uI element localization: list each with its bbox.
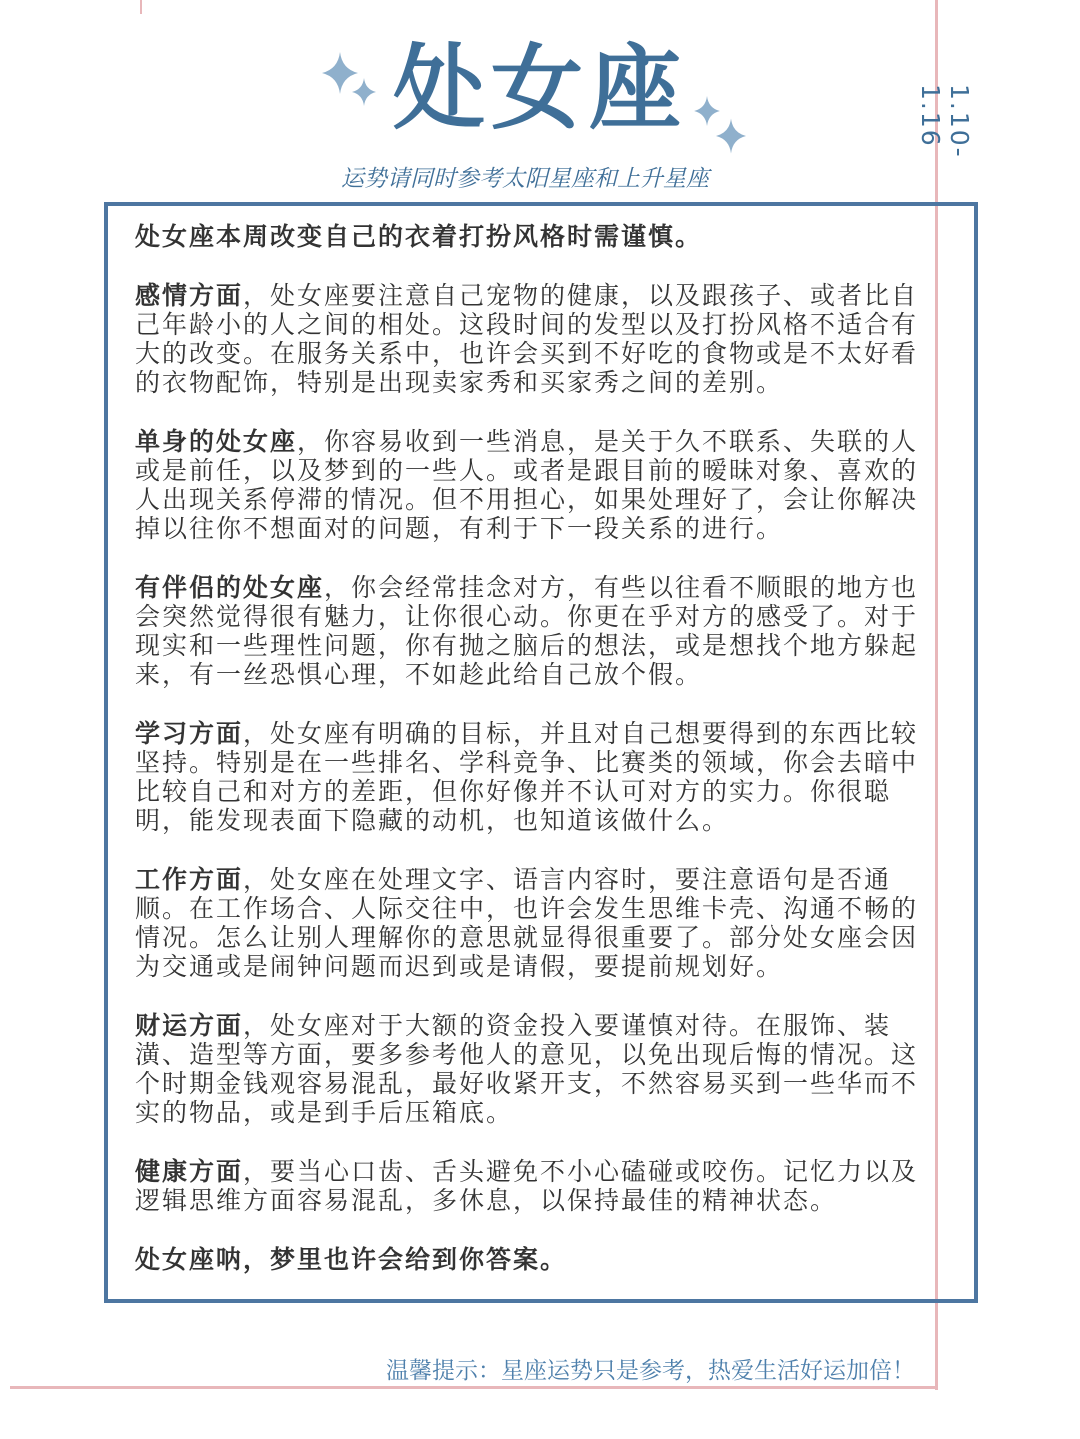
section-study xyxy=(135,719,920,835)
section-text: ，处女座有明确的目标，并且对自己想要得到的东西比较坚持。特别是在一些排名、学科竞争、比赛类的领域，你会去暗中比较自己和对方的差距，但你好像并不认可对方的实力。你很聪明，能发现表面下隐藏的动机，也知道该做什么。 xyxy=(135,719,919,835)
section-label: 学习方面 xyxy=(135,719,244,748)
section-love xyxy=(135,281,920,397)
decor-line-top xyxy=(140,0,142,14)
section-text: ，你容易收到一些消息，是关于久不联系、失联的人或是前任，以及梦到的一些人。或者是跟目前的暧昧对象、喜欢的人出现关系停滞的情况。但不用担心，如果处理好了，会让你解决掉以往你不想面对的问题，有利于下一段关系的进行。 xyxy=(135,427,919,543)
section-text: ，处女座要注意自己宠物的健康，以及跟孩子、或者比自己年龄小的人之间的相处。这段时间的发型以及打扮风格不适合有大的改变。在服务关系中，也许会买到不好吃的食物或是不太好看的衣物配饰，特别是出现卖家秀和买家秀之间的差别。 xyxy=(135,281,919,397)
section-single xyxy=(135,427,920,543)
section-text: ，处女座对于大额的资金投入要谨慎对待。在服饰、装潢、造型等方面，要多参考他人的意见，以免出现后悔的情况。这个时期金钱观容易混乱，最好收紧开支，不然容易买到一些华而不实的物品，或是到手后压箱底。 xyxy=(135,1011,919,1127)
page-subtitle: 运势请同时参考太阳星座和上升星座 xyxy=(341,166,709,192)
section-label: 单身的处女座 xyxy=(135,427,298,456)
section-label: 财运方面 xyxy=(135,1011,244,1040)
footer-tip: 温馨提示：星座运势只是参考，热爱生活好运加倍！ xyxy=(386,1358,915,1384)
section-label: 工作方面 xyxy=(135,865,244,894)
section-work xyxy=(135,865,920,981)
section-label: 有伴侣的处女座 xyxy=(135,573,325,602)
section-label: 健康方面 xyxy=(135,1157,244,1186)
section-health xyxy=(135,1157,920,1215)
horoscope-content xyxy=(135,222,920,1304)
section-wealth xyxy=(135,1011,920,1127)
intro-text: 处女座本周改变自己的衣着打扮风格时需谨慎。 xyxy=(135,222,703,251)
section-couple xyxy=(135,573,920,689)
page-title: 处女座 xyxy=(392,35,687,142)
section-text: ，处女座在处理文字、语言内容时，要注意语句是否通顺。在工作场合、人际交往中，也许会发生思维卡壳、沟通不畅的情况。怎么让别人理解你的意思就显得很重要了。部分处女座会因为交通或是闹钟问题而迟到或是请假，要提前规划好。 xyxy=(135,865,919,981)
section-label: 感情方面 xyxy=(135,281,244,310)
decor-line-horizontal xyxy=(10,1386,938,1389)
closing-text: 处女座呐，梦里也许会给到你答案。 xyxy=(135,1245,568,1274)
section-text: ，要当心口齿、舌头避免不小心磕碰或咬伤。记忆力以及逻辑思维方面容易混乱，多休息，以保持最佳的精神状态。 xyxy=(135,1157,919,1215)
date-range: 1.10-1.16 xyxy=(916,84,974,159)
section-text: ，你会经常挂念对方，有些以往看不顺眼的地方也会突然觉得很有魅力，让你很心动。你更在乎对方的感受了。对于现实和一些理性问题，你有抛之脑后的想法，或是想找个地方躲起来，有一丝恐惧心理，不如趁此给自己放个假。 xyxy=(135,573,919,689)
